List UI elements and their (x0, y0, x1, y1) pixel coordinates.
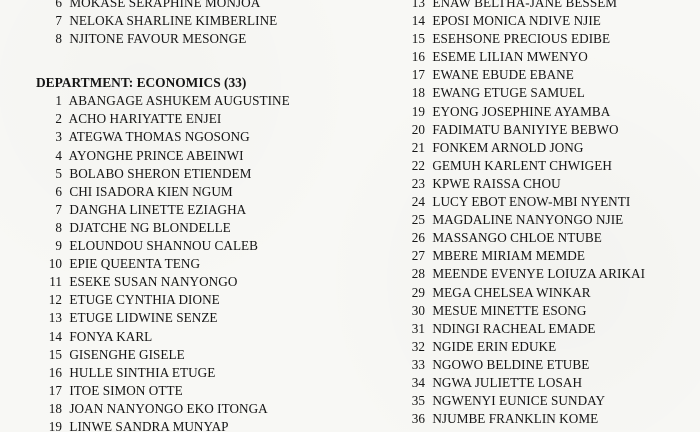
entry-number: 22 (411, 157, 425, 173)
list-item (407, 229, 697, 247)
list-item (407, 12, 697, 30)
entry-number: 19 (48, 418, 62, 432)
list-item (38, 12, 338, 30)
entry-number: 7 (55, 201, 62, 217)
entry-number: 1 (55, 93, 62, 109)
student-name: GEMUH KARLENT CHWIGEH (432, 157, 612, 173)
student-name: NJITONE FAVOUR MESONGE (69, 31, 247, 47)
entry-number: 15 (48, 346, 62, 362)
entry-number: 13 (411, 0, 425, 10)
entry-number: 6 (55, 183, 62, 199)
student-name: AYONGHE PRINCE ABEINWI (68, 147, 244, 163)
entry-number: 2 (55, 111, 62, 127)
entry-number: 29 (411, 284, 425, 300)
student-name: ITOE SIMON OTTE (69, 382, 183, 398)
list-item (407, 284, 697, 302)
entry-number: 18 (411, 85, 425, 101)
list-item (407, 30, 697, 48)
list-item (407, 121, 697, 139)
student-name: MASSANGO CHLOE NTUBE (432, 230, 602, 246)
list-item (38, 237, 338, 255)
department-heading: DEPARTMENT: ECONOMICS (33) (36, 75, 247, 91)
student-name: FADIMATU BANIYIYE BEBWO (432, 121, 619, 137)
student-name: EWANE EBUDE EBANE (432, 67, 574, 83)
list-item (407, 103, 697, 121)
student-name: ETUGE CYNTHIA DIONE (69, 292, 220, 308)
student-name: LINWE SANDRA MUNYAP (69, 418, 229, 432)
entry-number: 16 (411, 49, 425, 65)
student-name: FONYA KARL (69, 328, 153, 344)
entry-number: 5 (55, 165, 62, 181)
student-name: NGIDE ERIN EDUKE (432, 338, 557, 354)
list-item (38, 147, 338, 165)
entry-number: 3 (55, 129, 62, 145)
entry-number: 27 (411, 248, 425, 264)
entry-number: 26 (411, 230, 425, 246)
list-item (407, 48, 697, 66)
student-name: HULLE SINTHIA ETUGE (69, 364, 216, 380)
student-name: EPIE QUEENTA TENG (69, 256, 201, 272)
student-name: NGWENYI EUNICE SUNDAY (432, 393, 606, 409)
list-item (407, 193, 697, 211)
student-name: DJATCHE NG BLONDELLE (69, 219, 231, 235)
student-name: EPOSI MONICA NDIVE NJIE (432, 13, 601, 29)
entry-number: 25 (411, 212, 425, 228)
list-item (38, 92, 338, 110)
list-item (38, 364, 338, 382)
student-name: NDINGI RACHEAL EMADE (432, 320, 596, 336)
list-item (407, 410, 697, 428)
entry-number: 23 (411, 175, 425, 191)
entry-number: 14 (411, 13, 425, 29)
list-item (38, 400, 338, 418)
entry-number: 9 (55, 238, 62, 254)
student-name: GISENGHE GISELE (69, 346, 185, 362)
entry-number: 28 (411, 266, 425, 282)
list-item (407, 338, 697, 356)
list-item (38, 110, 338, 128)
list-item (407, 265, 697, 283)
entry-number: 36 (411, 411, 425, 427)
student-name: BOLABO SHERON ETIENDEM (69, 165, 252, 181)
entry-number: 33 (411, 356, 425, 372)
student-name: MOKASE SERAPHINE MONJOA (69, 0, 261, 10)
student-name: ESEKE SUSAN NANYONGO (69, 274, 238, 290)
entry-number: 14 (48, 328, 62, 344)
student-name: EYONG JOSEPHINE AYAMBA (432, 103, 611, 119)
entry-number: 17 (48, 382, 62, 398)
student-name: ELOUNDOU SHANNOU CALEB (69, 238, 259, 254)
student-name: LUCY EBOT ENOW-MBI NYENTI (432, 194, 631, 210)
entry-number: 6 (55, 0, 62, 10)
student-name: MAGDALINE NANYONGO NJIE (432, 212, 624, 228)
list-item (38, 346, 338, 364)
student-name: JOAN NANYONGO EKO ITONGA (69, 400, 268, 416)
entry-number: 34 (411, 374, 425, 390)
student-name: EWANG ETUGE SAMUEL (432, 85, 585, 101)
list-item (38, 183, 338, 201)
student-name: ESEME LILIAN MWENYO (432, 49, 588, 65)
list-item (407, 374, 697, 392)
list-item (38, 273, 338, 291)
student-name: ATEGWA THOMAS NGOSONG (68, 129, 250, 145)
list-item (407, 392, 697, 410)
entry-number: 32 (411, 338, 425, 354)
list-item (407, 66, 697, 84)
student-name: CHI ISADORA KIEN NGUM (69, 183, 233, 199)
list-item (407, 247, 697, 265)
list-item (407, 302, 697, 320)
list-item (38, 30, 338, 48)
list-item (38, 219, 338, 237)
entry-number: 15 (411, 31, 425, 47)
student-name: ETUGE LIDWINE SENZE (69, 310, 218, 326)
entry-number: 20 (411, 121, 425, 137)
entry-number: 21 (411, 139, 425, 155)
entry-number: 24 (411, 194, 425, 210)
student-name: MEENDE EVENYE LOIUZA ARIKAI (432, 266, 646, 282)
student-name: ESEHSONE PRECIOUS EDIBE (432, 31, 611, 47)
entry-number: 16 (48, 364, 62, 380)
student-name: ACHO HARIYATTE ENJEI (68, 111, 222, 127)
list-item (38, 128, 338, 146)
student-name: ABANGAGE ASHUKEM AUGUSTINE (68, 93, 290, 109)
student-name: MEGA CHELSEA WINKAR (432, 284, 591, 300)
entry-number: 17 (411, 67, 425, 83)
entry-number: 13 (48, 310, 62, 326)
list-item (407, 356, 697, 374)
list-item (38, 255, 338, 273)
entry-number: 35 (411, 393, 425, 409)
section-gap (38, 48, 338, 74)
left-column (38, 0, 338, 432)
list-item (38, 0, 338, 12)
student-name: MBERE MIRIAM MEMDE (432, 248, 585, 264)
list-item (38, 291, 338, 309)
entry-number: 30 (411, 302, 425, 318)
entry-number: 18 (48, 400, 62, 416)
list-item (38, 309, 338, 327)
student-name: KPWE RAISSA CHOU (432, 175, 561, 191)
entry-number: 19 (411, 103, 425, 119)
entry-number: 8 (55, 219, 62, 235)
student-name: NGOWO BELDINE ETUBE (432, 356, 590, 372)
list-item (38, 201, 338, 219)
entry-number: 31 (411, 320, 425, 336)
list-item (407, 320, 697, 338)
student-name: NGWA JULIETTE LOSAH (432, 374, 583, 390)
entry-number: 12 (48, 292, 62, 308)
entry-number: 8 (55, 31, 62, 47)
list-item (407, 84, 697, 102)
list-item (38, 328, 338, 346)
list-item (407, 175, 697, 193)
student-name: MESUE MINETTE ESONG (432, 302, 587, 318)
list-item (407, 211, 697, 229)
entry-number: 4 (55, 147, 62, 163)
list-item (38, 382, 338, 400)
entry-number: 7 (55, 13, 62, 29)
student-name: NJUMBE FRANKLIN KOME (432, 411, 599, 427)
list-item (407, 0, 697, 12)
student-name: DANGHA LINETTE EZIAGHA (69, 201, 247, 217)
right-column (407, 0, 697, 428)
list-item (407, 139, 697, 157)
entry-number: 11 (49, 274, 62, 290)
list-item (38, 165, 338, 183)
entry-number: 10 (48, 256, 62, 272)
list-item (407, 157, 697, 175)
student-name: FONKEM ARNOLD JONG (432, 139, 584, 155)
student-name: NELOKA SHARLINE KIMBERLINE (69, 13, 278, 29)
student-name: ENAW BELTHA-JANE BESSEM (432, 0, 618, 10)
